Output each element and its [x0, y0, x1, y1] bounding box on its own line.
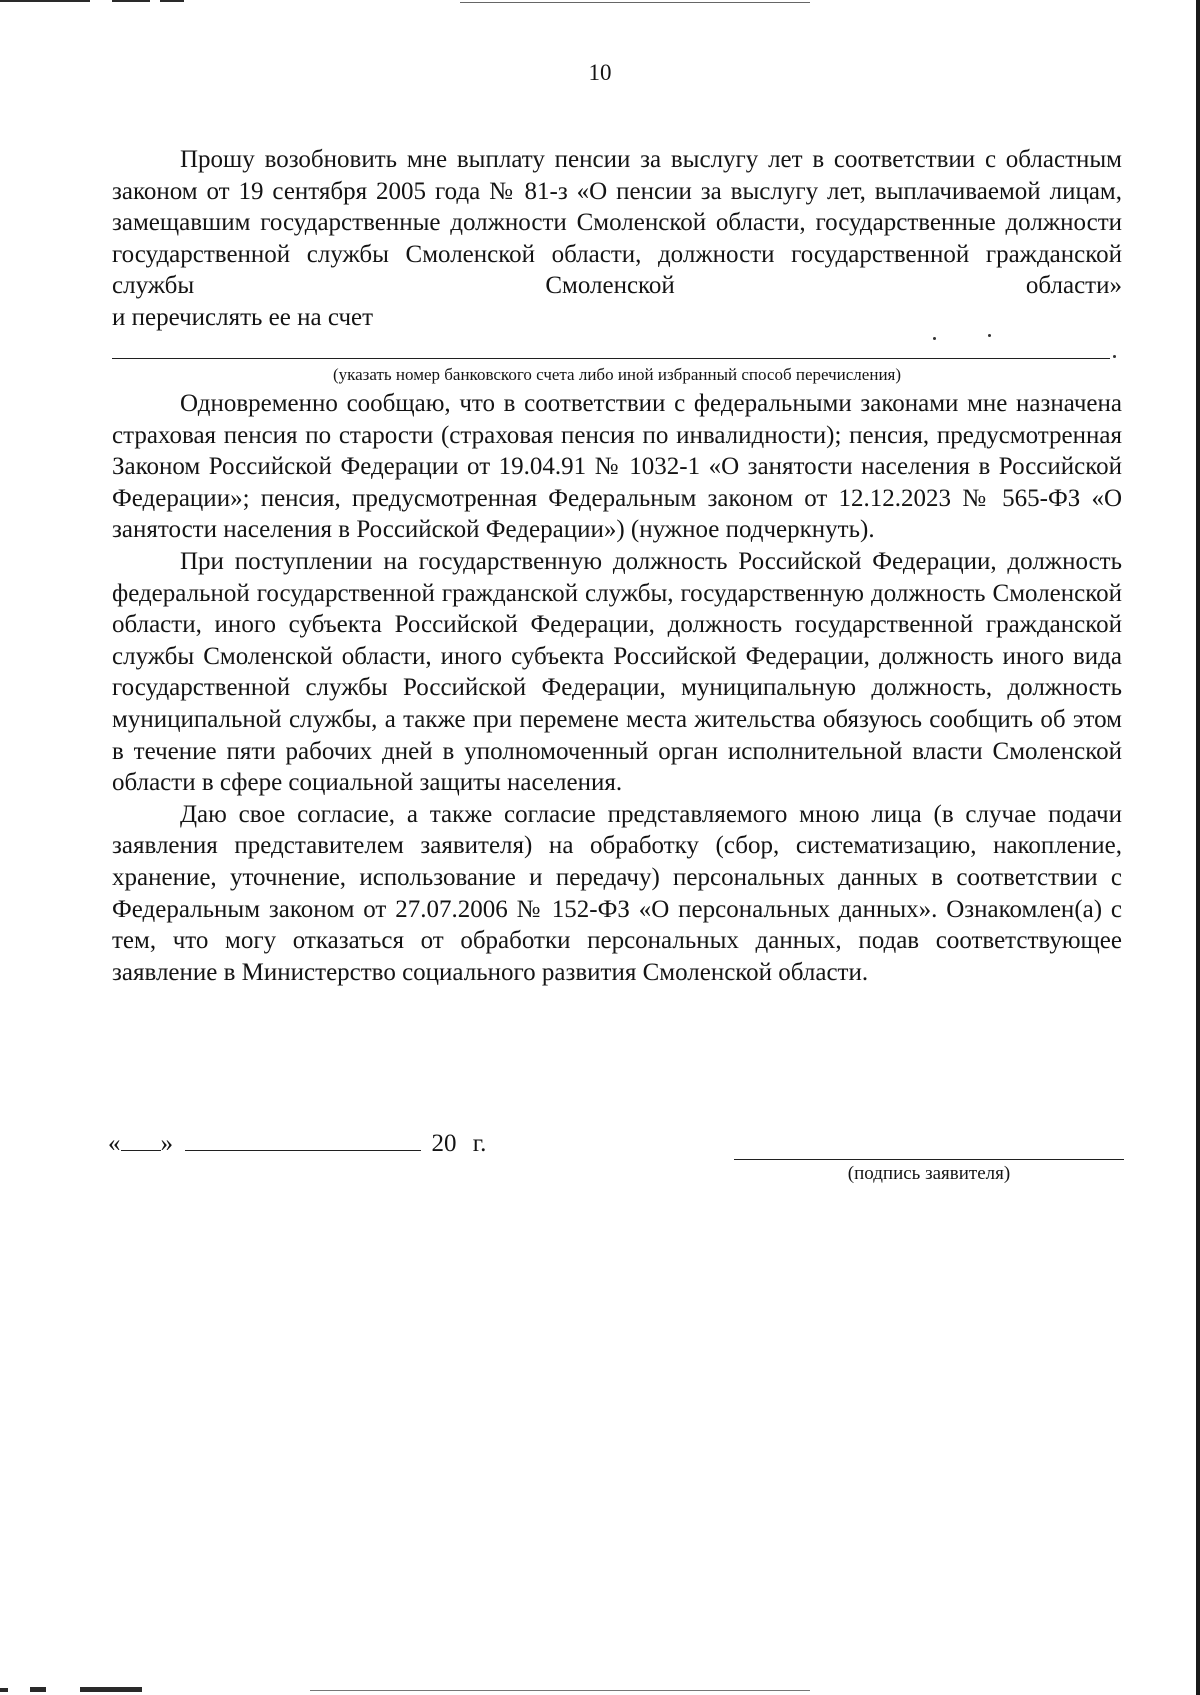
page-number: 10 — [588, 60, 612, 85]
request-text-tail: и перечислять ее на счет — [112, 303, 374, 331]
account-number-line — [112, 358, 1110, 359]
scan-artifact — [30, 1687, 46, 1692]
obligation-paragraph: При поступлении на государственную должность Российской Федерации, должность федеральной государственной гражданской службы, государственную должность Смоленской области, иного субъекта Российской Федерации, должность государственной гражданской службы Смоленской области, иного субъекта Российской Федерации, должность иного вида государственной службы Российской Федерации, муниципальную должность, должность муниципальной службы, а также при перемене места жительства обязуюсь сообщить об этом в течение пяти рабочих дней в уполномоченный орган исполнительной власти Смоленской области в сфере социальной защиты населения. — [112, 547, 1122, 797]
notification-paragraphs — [112, 388, 1122, 988]
scan-artifact — [0, 1688, 8, 1692]
account-hint: (указать номер банковского счета либо иной избранный способ перечисления) — [332, 365, 902, 384]
month-blank — [185, 1128, 421, 1151]
quote-close: » — [160, 1130, 173, 1157]
day-blank — [121, 1128, 161, 1151]
year-prefix: 20 — [431, 1130, 457, 1157]
scan-artifact — [0, 0, 90, 2]
consent-paragraph: Даю свое согласие, а также согласие представляемого мною лица (в случае подачи заявления представителем заявителя) на обработку (сбор, систематизацию, накопление, хранение, уточнение, использование и передачу) персональных данных в соответствии с Федеральным законом от 27.07.2006 № 152-ФЗ «О персональных данных». Ознакомлен(а) с тем, что могу отказаться от обработки персональных данных, подав соответствующее заявление в Министерство социального развития Смоленской области. — [112, 800, 1122, 986]
scan-artifact — [160, 0, 184, 2]
quote-open: « — [108, 1130, 121, 1157]
scan-edge — [1196, 0, 1200, 1695]
request-text: Прошу возобновить мне выплату пенсии за выслугу лет в соответствии с областным законом от 19 сентября 2005 года № 81-з «О пенсии за выслугу лет, выплачиваемой лицам, замещавшим государственные должности Смоленской области, государственные должности государственной службы Смоленской области, должности государственной гражданской службы Смоленской области» — [112, 146, 1122, 300]
signature-hint: (подпись заявителя) — [847, 1163, 1011, 1184]
date-field — [108, 1128, 486, 1159]
scan-dot — [988, 334, 991, 337]
scan-artifact — [112, 0, 150, 2]
scan-artifact — [80, 1687, 142, 1692]
scan-artifact — [460, 2, 810, 3]
scan-artifact — [310, 1690, 810, 1691]
request-paragraph — [112, 144, 1122, 334]
year-suffix: г. — [472, 1130, 487, 1157]
scan-dot — [933, 337, 936, 340]
line-end-dot — [1113, 355, 1116, 358]
signature-line — [734, 1159, 1124, 1160]
pension-info-paragraph: Одновременно сообщаю, что в соответствии с федеральными законами мне назначена страховая пенсия по старости (страховая пенсия по инвалидности); пенсия, предусмотренная Законом Российской Федерации от 19.04.91 № 1032-1 «О занятости населения в Российской Федерации»; пенсия, предусмотренная Федеральным законом от 12.12.2023 № 565-ФЗ «О занятости населения в Российской Федерации») (нужное подчеркнуть). — [112, 390, 1122, 544]
